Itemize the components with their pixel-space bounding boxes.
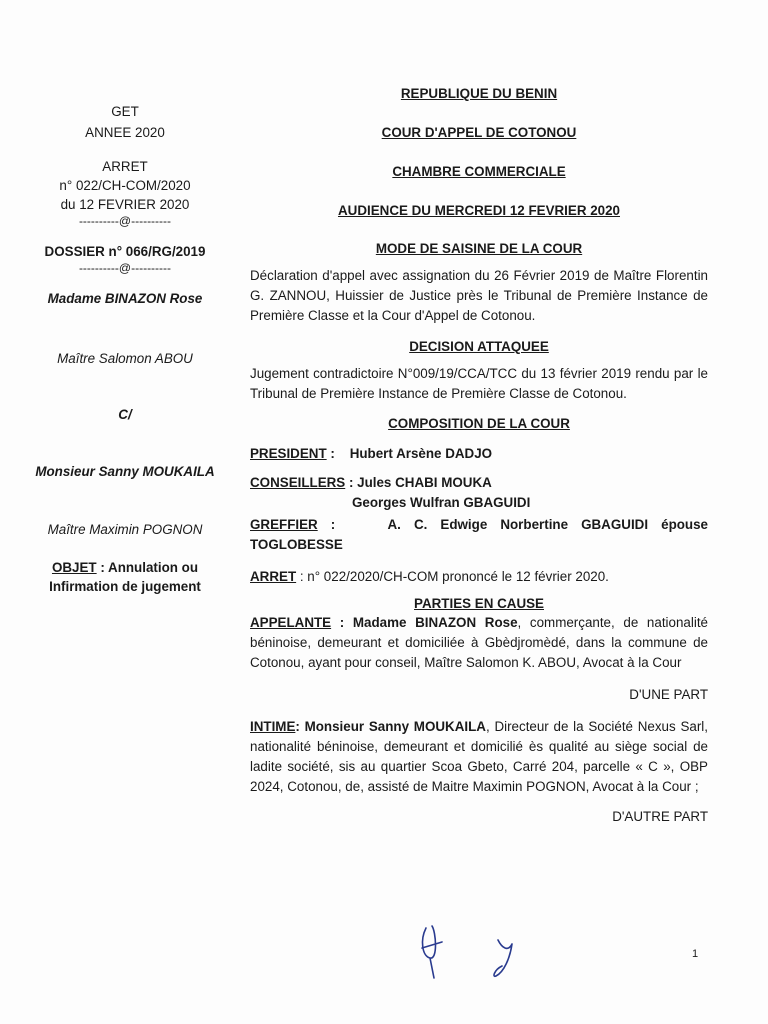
objet-text: : Annulation ou Infirmation de jugement xyxy=(49,560,201,594)
party-appellant: Madame BINAZON Rose xyxy=(47,291,203,306)
versus-label: C/ xyxy=(118,407,132,422)
appelante-label: APPELANTE xyxy=(250,615,332,630)
lawyer-respondent: Maître Maximin POGNON xyxy=(47,522,203,537)
intime-text: , Directeur de la Société Nexus Sarl, nationalité béninoise, demeurant et domicilié ès qualité au siège social de ladite société, sis au quartier Scoa Gbeto, Carré 204, parcelle « C », OBP 2024, Cotonou, de, assisté de Maitre Maximin POGNON, Avocat à la Cour ; xyxy=(250,719,708,794)
right-column xyxy=(250,84,708,827)
conseiller-1: Jules CHABI MOUKA xyxy=(357,475,492,490)
arret-line-text: : n° 022/2020/CH-COM prononcé le 12 février 2020. xyxy=(296,569,609,584)
arret-number: n° 022/CH-COM/2020 xyxy=(59,178,191,193)
d-une-part: D'UNE PART xyxy=(629,687,708,702)
president-value: Hubert Arsène DADJO xyxy=(349,446,493,461)
president-label: PRESIDENT xyxy=(250,446,327,461)
handwritten-initials-signature xyxy=(412,918,532,982)
annee-label: ANNEE 2020 xyxy=(85,125,165,140)
parties-heading: PARTIES EN CAUSE xyxy=(414,596,544,611)
saisine-text: Déclaration d'appel avec assignation du 26 Février 2019 de Maître Florentin G. ZANNOU, Huissier de Justice près le Tribunal de Première Instance de Première Classe et la Cour d'Appel de Cotonou. xyxy=(250,268,708,323)
greffier-value: A. C. Edwige Norbertine GBAGUIDI épouse TOGLOBESSE xyxy=(250,517,708,552)
left-column xyxy=(20,102,230,596)
president-line: PRESIDENT : Hubert Arsène DADJO xyxy=(250,446,493,461)
saisine-heading: MODE DE SAISINE DE LA COUR xyxy=(375,241,583,256)
conseillers-line: CONSEILLERS : Jules CHABI MOUKA xyxy=(250,475,492,490)
arret-line xyxy=(250,567,708,587)
intime-label: INTIME xyxy=(250,719,296,734)
conseiller-2: Georges Wulfran GBAGUIDI xyxy=(352,495,531,510)
chamber-heading: CHAMBRE COMMERCIALE xyxy=(392,164,566,179)
arret-line-label: ARRET xyxy=(250,569,297,584)
court-heading: COUR D'APPEL DE COTONOU xyxy=(381,125,577,140)
decision-heading: DECISION ATTAQUEE xyxy=(409,339,549,354)
arret-date: du 12 FEVRIER 2020 xyxy=(60,197,190,212)
d-autre-part: D'AUTRE PART xyxy=(612,809,708,824)
decision-text: Jugement contradictoire N°009/19/CCA/TCC du 13 février 2019 rendu par le Tribunal de Première Instance de Première Classe de Cotonou. xyxy=(250,366,708,401)
greffier-line: GREFFIER : A. C. Edwige Norbertine GBAGUIDI épouse TOGLOBESSE xyxy=(250,517,708,552)
greffier-label: GREFFIER xyxy=(250,517,318,532)
get-label: GET xyxy=(111,104,139,119)
page-number: 1 xyxy=(692,948,699,960)
appelante-name: : Madame BINAZON Rose xyxy=(331,615,518,630)
objet-label: OBJET xyxy=(51,560,97,575)
separator: ----------@---------- xyxy=(78,214,172,228)
separator: ----------@---------- xyxy=(78,261,172,275)
hearing-heading: AUDIENCE DU MERCREDI 12 FEVRIER 2020 xyxy=(337,203,620,218)
intime-name: : Monsieur Sanny MOUKAILA xyxy=(295,719,486,734)
conseillers-label: CONSEILLERS xyxy=(250,475,346,490)
intime-paragraph xyxy=(250,717,708,797)
dossier-number: DOSSIER n° 066/RG/2019 xyxy=(44,244,206,259)
appelante-paragraph xyxy=(250,613,708,673)
lawyer-appellant: Maître Salomon ABOU xyxy=(57,351,193,366)
party-respondent: Monsieur Sanny MOUKAILA xyxy=(35,464,215,479)
composition-heading: COMPOSITION DE LA COUR xyxy=(388,416,570,431)
arret-label: ARRET xyxy=(102,159,148,174)
objet xyxy=(20,558,230,596)
appelante-text: , commerçante, de nationalité béninoise, demeurant et domiciliée à Gbèdjromèdé, dans la commune de Cotonou, ayant pour conseil, Maître Salomon K. ABOU, Avocat à la Cour xyxy=(250,615,708,670)
republic-heading: REPUBLIQUE DU BENIN xyxy=(400,86,558,101)
